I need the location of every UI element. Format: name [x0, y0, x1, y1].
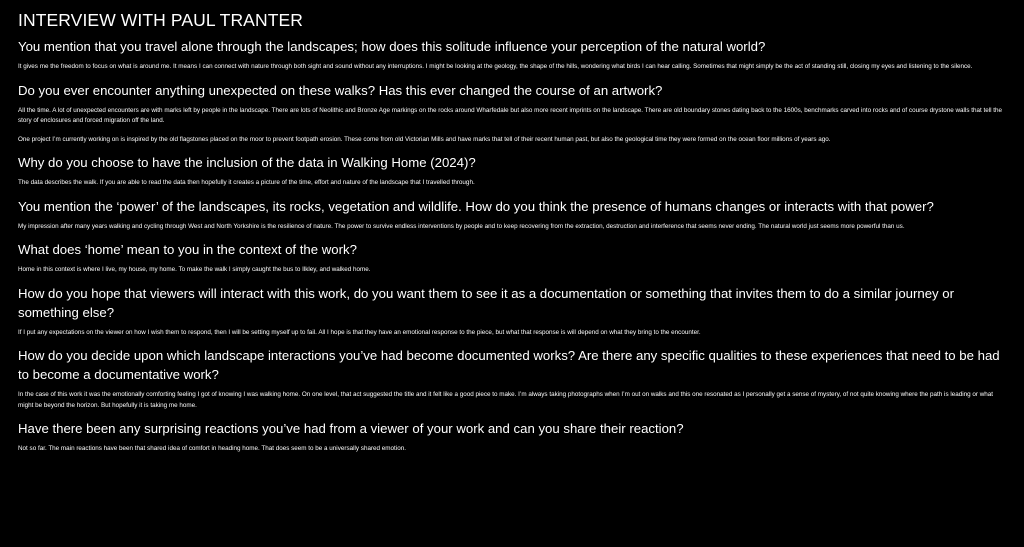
answer: The data describes the walk. If you are able to read the data then hopefully it creates a picture of the time, effort and nature of the landscape that I travelled through. [18, 179, 475, 186]
question: Have there been any surprising reactions you’ve had from a viewer of your work and can you share their reaction? [18, 421, 684, 436]
answer: All the time. A lot of unexpected encounters are with marks left by people in the landscape. There are lots of Neolithic and Bronze Age markings on the rocks around Wharfedale but also more recent imprints on the landscape. There are old boundary stones dating back to the 1600s, benchmarks carved into rocks and of course drystone walls that tell the story of enclosures and forced migration off the land. [18, 106, 1003, 124]
question: How do you decide upon which landscape interactions you’ve had become documented works? Are there any specific qualities to these experiences that need to be had to become a documentative work? [18, 348, 1000, 382]
question: Do you ever encounter anything unexpected on these walks? Has this ever changed the course of an artwork? [18, 82, 663, 98]
answer: Not so far. The main reactions have been that shared idea of comfort in heading home. That does seem to be a universally shared emotion. [18, 445, 406, 452]
qa-block-8 [18, 419, 1006, 455]
answer: Home in this context is where I live, my house, my home. To make the walk I simply caught the bus to Ilkley, and walked home. [18, 266, 371, 273]
qa-block-2 [18, 81, 1006, 146]
page-title: INTERVIEW WITH PAUL TRANTER [18, 10, 303, 30]
qa-block-4 [18, 197, 1006, 233]
question: Why do you choose to have the inclusion of the data in Walking Home (2024)? [18, 155, 476, 170]
answer: If I put any expectations on the viewer on how I wish them to respond, then I will be setting myself up to fail. All I hope is that they have an emotional response to the piece, but what that response is will depend on what they bring to the encounter. [18, 328, 701, 336]
question: You mention the ‘power’ of the landscapes, its rocks, vegetation and wildlife. How do you think the presence of humans changes or interacts with that power? [18, 198, 934, 214]
qa-block-1 [18, 37, 1006, 73]
question: How do you hope that viewers will interact with this work, do you want them to see it as a documentation or something that invites them to do a similar journey or something else? [18, 285, 955, 320]
answer: One project I’m currently working on is inspired by the old flagstones placed on the moor to prevent footpath erosion. These come from old Victorian Mills and have marks that tell of their recent human past, but also the geological time they were formed on the ocean floor millions of years ago. [18, 135, 831, 143]
qa-block-3 [18, 153, 1006, 189]
answer: My impression after many years walking and cycling through West and North Yorkshire is the resilience of nature. The power to survive endless interventions by people and to keep recovering from the extraction, destruction and interference that seems never ending. The natural world just seems more powerful than us. [18, 222, 905, 230]
question: You mention that you travel alone through the landscapes; how does this solitude influence your perception of the natural world? [18, 39, 766, 54]
answer: It gives me the freedom to focus on what is around me. It means I can connect with nature through both sight and sound without any interruptions. I might be looking at the geology, the shape of the hills, wondering what birds I can hear calling. Sometimes that might simply be the act of standing still, closing my eyes and listening to the silence. [18, 63, 973, 70]
qa-block-7 [18, 346, 1006, 411]
qa-block-6 [18, 284, 1006, 339]
qa-block-5 [18, 240, 1006, 276]
answer: In the case of this work it was the emotionally comforting feeling I got of knowing I was walking home. On one level, that act suggested the title and it felt like a good piece to make. I’m always taking photographs when I’m out on walks and this one resonated as I personally get a sense of mystery, of not quite knowing where the path is leading or what might be beyond the horizon. But hopefully it is taking me home. [18, 391, 994, 409]
question: What does ‘home’ mean to you in the context of the work? [18, 242, 357, 257]
